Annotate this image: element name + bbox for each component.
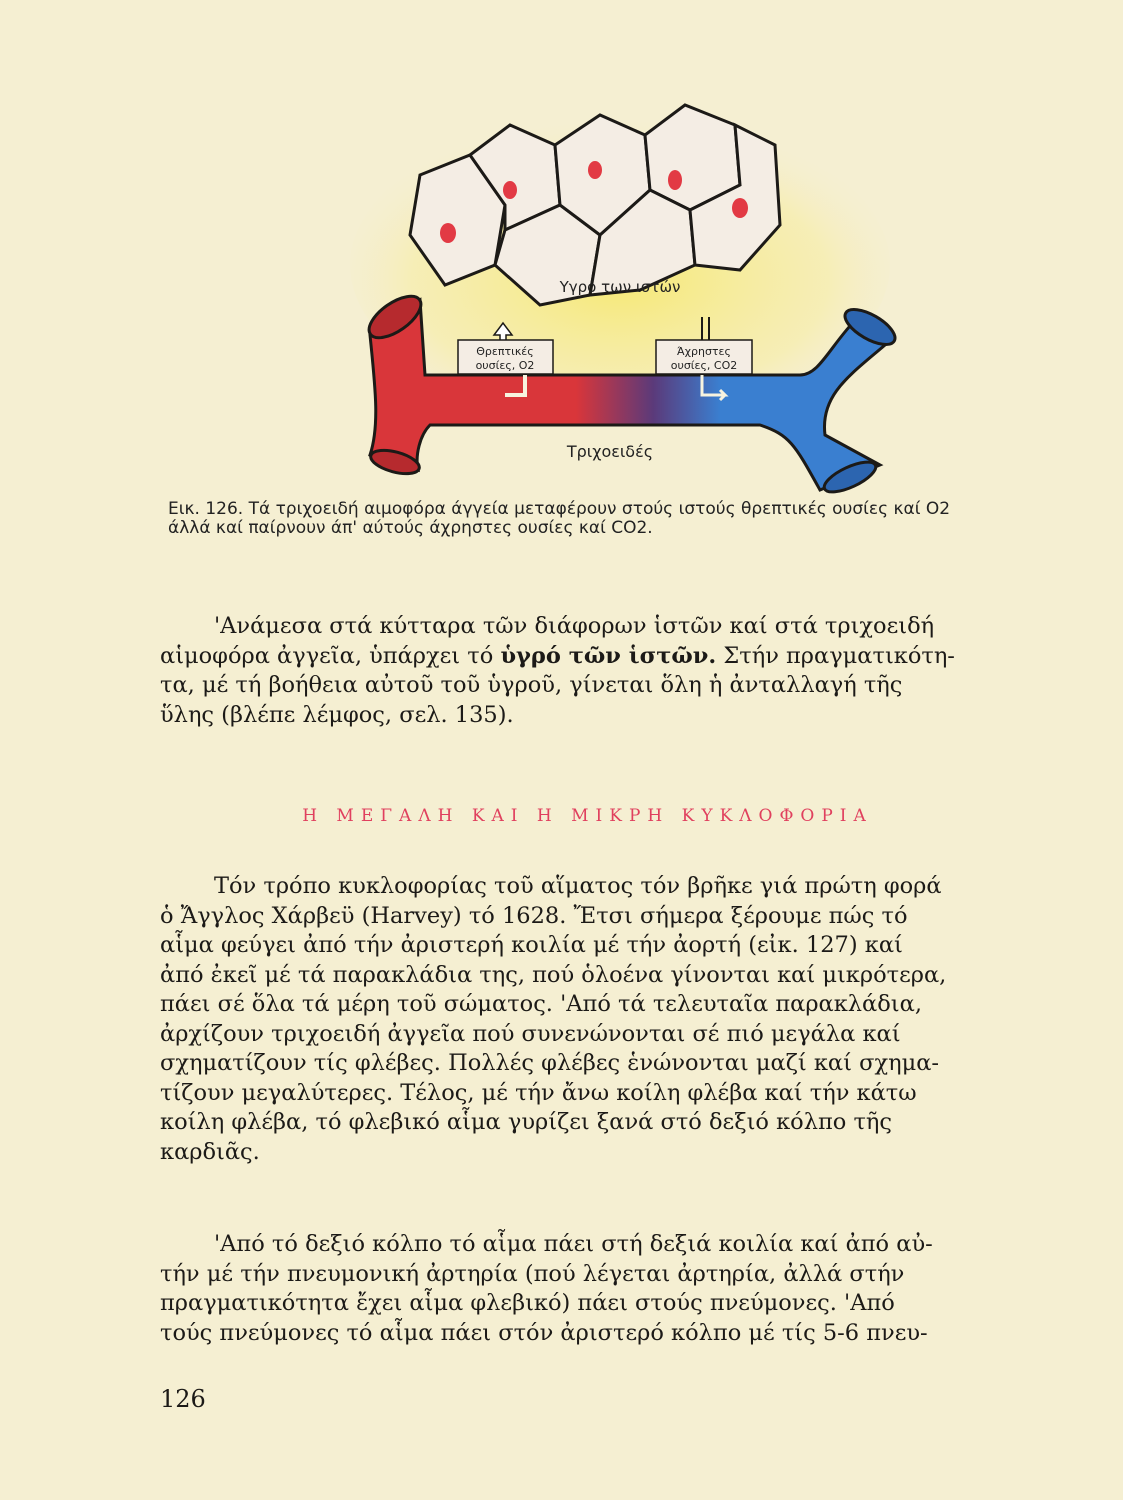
text-line: 'Ανάμεσα στά κύτταρα τῶν διάφορων ἱστῶν καί στά τριχοειδή — [214, 613, 935, 639]
text-run: αἱμοφόρα ἀγγεῖα, ὑπάρχει τό — [160, 642, 501, 669]
caption-line: άλλά καί παίρνουν άπ' αύτούς άχρηστες ουσίες καί CO2. — [168, 518, 653, 538]
tissue-fluid-label: Υγρό των ιστών — [559, 278, 681, 296]
text-run: Στήν πραγματικότη- — [716, 642, 955, 669]
paragraph-tissue-fluid — [160, 612, 1015, 730]
text-line: Τόν τρόπο κυκλοφορίας τοῦ αἵματος τόν βρῆκε γιά πρώτη φορά — [214, 873, 942, 899]
paragraph-pulmonary — [160, 1230, 1015, 1348]
nutrients-label-line2: ουσίες, O2 — [475, 359, 535, 372]
capillaries-label: Τριχοειδές — [566, 442, 654, 461]
nucleus — [503, 181, 517, 199]
text-line: καρδιᾶς. — [160, 1138, 260, 1165]
waste-label-line1: Άχρηστες — [677, 345, 731, 358]
text-line: τίζουν μεγαλύτερες. Τέλος, μέ τήν ἄνω κοίλη φλέβα καί τήν κάτω — [160, 1079, 917, 1106]
section-heading: Η ΜΕΓΑΛΗ ΚΑΙ Η ΜΙΚΡΗ ΚΥΚΛΟΦΟΡΙΑ — [302, 806, 873, 826]
figure-caption — [168, 500, 1048, 538]
nucleus — [668, 170, 682, 190]
text-line: ὕλης (βλέπε λέμφος, σελ. 135). — [160, 701, 514, 728]
page-number: 126 — [160, 1385, 206, 1413]
text-line: κοίλη φλέβα, τό φλεβικό αἷμα γυρίζει ξανά στό δεξιό κόλπο τῆς — [160, 1109, 893, 1135]
text-line: σχηματίζουν τίς φλέβες. Πολλές φλέβες ἑνώνονται μαζί καί σχημα- — [160, 1050, 939, 1076]
text-line: τούς πνεύμονες τό αἷμα πάει στόν ἀριστερό κόλπο μέ τίς 5-6 πνευ- — [160, 1319, 928, 1346]
text-line: πραγματικότητα ἔχει αἷμα φλεβικό) πάει στούς πνεύμονες. 'Από — [160, 1290, 895, 1316]
nucleus — [440, 223, 456, 243]
text-line: τήν μέ τήν πνευμονική ἀρτηρία (πού λέγεται ἀρτηρία, ἀλλά στήν — [160, 1260, 905, 1287]
capillary-diagram — [340, 95, 900, 495]
text-line: ἀρχίζουν τριχοειδή ἀγγεῖα πού συνενώνονται σέ πιό μεγάλα καί — [160, 1020, 901, 1047]
waste-label-line2: ουσίες, CO2 — [670, 359, 738, 372]
caption-line: Εικ. 126. Τά τριχοειδή αιμοφόρα άγγεία μεταφέρουν στούς ιστούς θρεπτικές ουσίες καί O2 — [168, 499, 951, 519]
nucleus — [732, 198, 748, 218]
text-line: αἷμα φεύγει ἀπό τήν ἀριστερή κοιλία μέ τήν ἀορτή (εἰκ. 127) καί — [160, 932, 903, 958]
text-line: ὁ Ἄγγλος Χάρβεϋ (Harvey) τό 1628. Ἔτσι σήμερα ξέρουμε πώς τό — [160, 902, 908, 929]
text-line: πάει σέ ὅλα τά μέρη τοῦ σώματος. 'Από τά τελευταῖα παρακλάδια, — [160, 991, 922, 1017]
term-tissue-fluid: ὑγρό τῶν ἱστῶν. — [500, 642, 717, 669]
text-line: τα, μέ τή βοήθεια αὐτοῦ τοῦ ὑγροῦ, γίνεται ὅλη ἡ ἀνταλλαγή τῆς — [160, 672, 903, 698]
capillary-figure — [340, 95, 900, 495]
text-line — [160, 642, 1015, 672]
nutrients-label-line1: Θρεπτικές — [476, 345, 534, 358]
nucleus — [588, 161, 602, 179]
paragraph-circulation — [160, 872, 1015, 1167]
text-line: 'Από τό δεξιό κόλπο τό αἷμα πάει στή δεξιά κοιλία καί ἀπό αὐ- — [214, 1231, 933, 1257]
text-line: ἀπό ἐκεῖ μέ τά παρακλάδια της, πού ὁλοένα γίνονται καί μικρότερα, — [160, 961, 947, 988]
